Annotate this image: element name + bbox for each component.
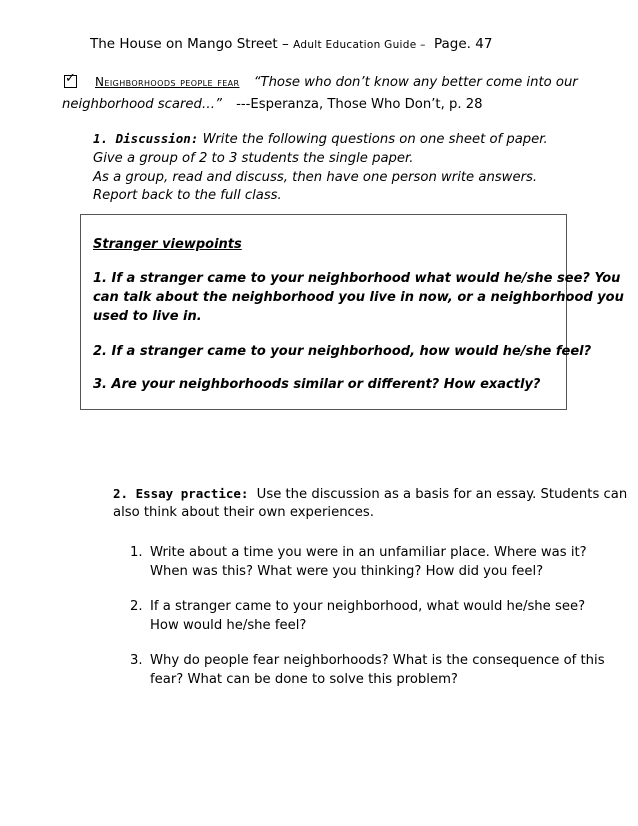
discussion-label: 1. Discussion: bbox=[93, 131, 199, 146]
essay-item-1-num: 1. bbox=[130, 545, 143, 560]
discussion-text-1: Write the following questions on one sheet of paper. bbox=[202, 132, 548, 147]
essay-item-2-num: 2. bbox=[130, 599, 143, 614]
section-heading-line bbox=[95, 75, 578, 90]
quote-part1: “Those who don’t know any better come into our bbox=[253, 75, 578, 90]
essay-item-3-num: 3. bbox=[130, 653, 143, 668]
discussion-line-2: Give a group of 2 to 3 students the single paper. bbox=[93, 151, 414, 166]
discussion-line-4: Report back to the full class. bbox=[93, 188, 282, 203]
essay-text-1: Use the discussion as a basis for an essay. Students can bbox=[256, 487, 628, 502]
box-title: Stranger viewpoints bbox=[93, 237, 242, 252]
quote-citation: ---Esperanza, Those Who Don’t, p. 28 bbox=[236, 97, 483, 112]
checked-box-icon bbox=[64, 71, 77, 88]
essay-label: 2. Essay practice: bbox=[113, 486, 249, 501]
quote-line2 bbox=[62, 97, 483, 112]
quote-part2: neighborhood scared…” bbox=[62, 97, 222, 112]
page-header bbox=[90, 36, 492, 52]
discussion-line-1 bbox=[93, 131, 548, 147]
essay-item-3-line1: Why do people fear neighborhoods? What is the consequence of this bbox=[150, 653, 605, 668]
essay-item-1-line1: Write about a time you were in an unfamiliar place. Where was it? bbox=[150, 545, 587, 560]
box-q1-line2: can talk about the neighborhood you live in now, or a neighborhood you bbox=[93, 290, 624, 305]
box-q2: 2. If a stranger came to your neighborhood, how would he/she feel? bbox=[93, 344, 592, 359]
checkmark-icon: ✓ bbox=[65, 71, 76, 86]
box-q1-line1: 1. If a stranger came to your neighborhood what would he/she see? You bbox=[93, 271, 621, 286]
header-page-number: Page. 47 bbox=[433, 36, 493, 52]
header-subtitle: Adult Education Guide – bbox=[293, 39, 426, 51]
box-q1-line3: used to live in. bbox=[93, 309, 202, 324]
essay-line-2: also think about their own experiences. bbox=[113, 505, 374, 520]
essay-item-1-line2: When was this? What were you thinking? How did you feel? bbox=[150, 564, 544, 579]
essay-item-2-line2: How would he/she feel? bbox=[150, 618, 307, 633]
discussion-line-3: As a group, read and discuss, then have one person write answers. bbox=[93, 170, 538, 185]
header-title: The House on Mango Street – bbox=[90, 36, 289, 52]
box-q3: 3. Are your neighborhoods similar or different? How exactly? bbox=[93, 377, 541, 392]
essay-item-3-line2: fear? What can be done to solve this problem? bbox=[150, 672, 458, 687]
essay-item-2-line1: If a stranger came to your neighborhood, what would he/she see? bbox=[150, 599, 586, 614]
section-heading: Neighborhoods people fear bbox=[95, 75, 240, 89]
essay-line-1 bbox=[113, 486, 627, 502]
